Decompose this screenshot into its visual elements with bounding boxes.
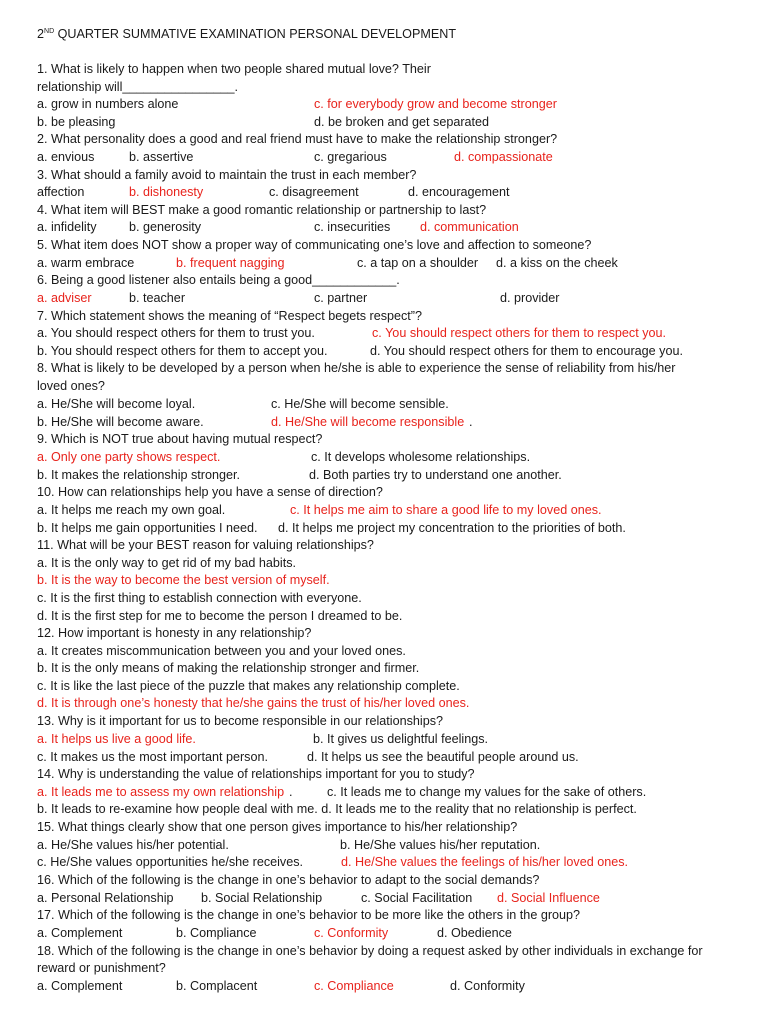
text-line — [37, 430, 737, 448]
line-text: 5. What item does NOT show a proper way of communicating one’s love and affection to someone? — [37, 238, 592, 252]
text-line — [37, 413, 737, 431]
text-line — [37, 924, 737, 942]
answer-key-text: d. It is through one’s honesty that he/she gains the trust of his/her loved ones. — [37, 696, 470, 710]
text-line — [37, 783, 737, 801]
line-text: c. It develops wholesome relationships. — [311, 450, 531, 464]
text-line — [37, 166, 737, 184]
text-line — [37, 377, 737, 395]
line-text: c. disagreement — [269, 185, 359, 199]
line-text: d. Obedience — [437, 926, 512, 940]
line-text: c. He/She will become sensible. — [271, 397, 449, 411]
line-text: 9. Which is NOT true about having mutual respect? — [37, 432, 323, 446]
text-line — [37, 853, 737, 871]
line-text: c. He/She values opportunities he/she receives. — [37, 855, 304, 869]
answer-key-text: c. Conformity — [314, 926, 389, 940]
text-line — [37, 113, 737, 131]
text-line — [37, 448, 737, 466]
line-text: 7. Which statement shows the meaning of “Respect begets respect”? — [37, 309, 423, 323]
line-text: b. He/She will become aware. — [37, 415, 204, 429]
line-text: 14. Why is understanding the value of relationships important for you to study? — [37, 767, 475, 781]
line-text: 17. Which of the following is the change in one’s behavior to be more like the others in the group? — [37, 908, 581, 922]
line-text: d. It helps me project my concentration to the priorities of both. — [278, 521, 626, 535]
answer-key-text: a. adviser — [37, 291, 92, 305]
line-text: b. It helps me gain opportunities I need. — [37, 521, 258, 535]
line-text: a. grow in numbers alone — [37, 97, 179, 111]
line-text: d. a kiss on the cheek — [496, 256, 618, 270]
text-line — [37, 483, 737, 501]
line-text: b. Compliance — [176, 926, 257, 940]
text-line — [37, 201, 737, 219]
line-text: 8. What is likely to be developed by a person when he/she is able to experience the sense of reliability from his/her — [37, 361, 676, 375]
title-superscript: ND — [44, 28, 55, 35]
line-text: c. It makes us the most important person. — [37, 750, 268, 764]
line-text: 12. How important is honesty in any relationship? — [37, 626, 312, 640]
text-line — [37, 536, 737, 554]
line-text: . — [469, 415, 473, 429]
text-line — [37, 871, 737, 889]
line-text: 16. Which of the following is the change in one’s behavior to adapt to the social demands? — [37, 873, 540, 887]
answer-key-text: a. It leads me to assess my own relationship — [37, 785, 285, 799]
line-text: 13. Why is it important for us to become responsible in our relationships? — [37, 714, 443, 728]
line-text: b. Complacent — [176, 979, 258, 993]
text-line — [37, 78, 737, 96]
answer-key-text: d. communication — [420, 220, 519, 234]
line-text: a. envious — [37, 150, 95, 164]
answer-key-text: d. Social Influence — [497, 891, 600, 905]
line-text: a. It creates miscommunication between you and your loved ones. — [37, 644, 406, 658]
text-line — [37, 977, 737, 995]
line-text: d. It is the first step for me to become the person I dreamed to be. — [37, 609, 403, 623]
text-line — [37, 836, 737, 854]
line-text: d. Conformity — [450, 979, 525, 993]
line-text: 6. Being a good listener also entails being a good____________. — [37, 273, 400, 287]
text-line — [37, 519, 737, 537]
line-text: 2. What personality does a good and real friend must have to make the relationship stronger? — [37, 132, 558, 146]
line-text: c. It leads me to change my values for the sake of others. — [327, 785, 647, 799]
answer-key-text: d. He/She values the feelings of his/her loved ones. — [341, 855, 629, 869]
text-line — [37, 95, 737, 113]
line-text: reward or punishment? — [37, 961, 166, 975]
text-line — [37, 765, 737, 783]
text-line — [37, 289, 737, 307]
title-text: QUARTER SUMMATIVE EXAMINATION PERSONAL DEVELOPMENT — [54, 27, 457, 41]
line-text: d. provider — [500, 291, 560, 305]
text-line — [37, 501, 737, 519]
line-text: a. infidelity — [37, 220, 97, 234]
line-text: d. encouragement — [408, 185, 510, 199]
title-number: 2 — [37, 27, 45, 41]
line-text: a. It is the only way to get rid of my bad habits. — [37, 556, 297, 570]
text-line — [37, 607, 737, 625]
line-text: a. warm embrace — [37, 256, 135, 270]
text-line — [37, 748, 737, 766]
text-line — [37, 571, 737, 589]
line-text: d. It helps us see the beautiful people around us. — [307, 750, 579, 764]
line-text: d. Both parties try to understand one another. — [309, 468, 562, 482]
text-line — [37, 942, 737, 960]
line-text: 4. What item will BEST make a good romantic relationship or partnership to last? — [37, 203, 487, 217]
text-line — [37, 624, 737, 642]
text-line — [37, 307, 737, 325]
text-line — [37, 889, 737, 907]
text-line — [37, 183, 737, 201]
line-text: a. Complement — [37, 926, 123, 940]
text-line — [37, 342, 737, 360]
text-line — [37, 677, 737, 695]
line-text: c. It is like the last piece of the puzzle that makes any relationship complete. — [37, 679, 460, 693]
line-text: c. Social Facilitation — [361, 891, 473, 905]
line-text: . — [289, 785, 293, 799]
document-title — [37, 25, 456, 43]
text-line — [37, 659, 737, 677]
line-text: a. He/She values his/her potential. — [37, 838, 229, 852]
text-line — [37, 466, 737, 484]
line-text: b. It makes the relationship stronger. — [37, 468, 241, 482]
line-text: 3. What should a family avoid to maintain the trust in each member? — [37, 168, 417, 182]
text-line — [37, 818, 737, 836]
answer-key-text: b. It is the way to become the best version of myself. — [37, 573, 330, 587]
line-text: b. It leads to re-examine how people deal with me. d. It leads me to the reality that no relationship is perfect. — [37, 802, 637, 816]
text-line — [37, 694, 737, 712]
line-text: b. It gives us delightful feelings. — [313, 732, 489, 746]
text-line — [37, 712, 737, 730]
text-line — [37, 959, 737, 977]
answer-key-text: d. He/She will become responsible — [271, 415, 465, 429]
answer-key-text: c. Compliance — [314, 979, 394, 993]
line-text: a. Personal Relationship — [37, 891, 174, 905]
answer-key-text: b. frequent nagging — [176, 256, 285, 270]
line-text: 10. How can relationships help you have a sense of direction? — [37, 485, 383, 499]
text-line — [37, 218, 737, 236]
line-text: 18. Which of the following is the change in one’s behavior by doing a request asked by other individuals in exchange for — [37, 944, 703, 958]
line-text: b. be pleasing — [37, 115, 116, 129]
text-line — [37, 324, 737, 342]
line-text: a. You should respect others for them to trust you. — [37, 326, 315, 340]
text-line — [37, 130, 737, 148]
line-text: b. Social Relationship — [201, 891, 323, 905]
text-line — [37, 589, 737, 607]
answer-key-text: b. dishonesty — [129, 185, 204, 199]
line-text: c. a tap on a shoulder — [357, 256, 479, 270]
line-text: d. be broken and get separated — [314, 115, 490, 129]
answer-key-text: c. You should respect others for them to respect you. — [372, 326, 667, 340]
answer-key-text: a. Only one party shows respect. — [37, 450, 221, 464]
text-line — [37, 60, 737, 78]
line-text: c. gregarious — [314, 150, 387, 164]
text-line — [37, 642, 737, 660]
text-line — [37, 554, 737, 572]
line-text: b. You should respect others for them to accept you. — [37, 344, 328, 358]
line-text: b. assertive — [129, 150, 194, 164]
line-text: relationship will________________. — [37, 80, 238, 94]
text-line — [37, 254, 737, 272]
line-text: 11. What will be your BEST reason for valuing relationships? — [37, 538, 374, 552]
line-text: 15. What things clearly show that one person gives importance to his/her relationship? — [37, 820, 518, 834]
line-text: c. insecurities — [314, 220, 391, 234]
text-line — [37, 271, 737, 289]
line-text: d. You should respect others for them to encourage you. — [370, 344, 683, 358]
line-text: b. It is the only means of making the relationship stronger and firmer. — [37, 661, 420, 675]
line-text: b. generosity — [129, 220, 202, 234]
line-text: a. Complement — [37, 979, 123, 993]
line-text: 1. What is likely to happen when two people shared mutual love? Their — [37, 62, 431, 76]
text-line — [37, 730, 737, 748]
text-line — [37, 148, 737, 166]
line-text: affection — [37, 185, 85, 199]
line-text: b. teacher — [129, 291, 186, 305]
text-line — [37, 906, 737, 924]
text-line — [37, 236, 737, 254]
answer-key-text: a. It helps us live a good life. — [37, 732, 196, 746]
answer-key-text: d. compassionate — [454, 150, 553, 164]
line-text: a. He/She will become loyal. — [37, 397, 196, 411]
text-line — [37, 800, 737, 818]
line-text: loved ones? — [37, 379, 105, 393]
line-text: c. partner — [314, 291, 368, 305]
answer-key-text: c. for everybody grow and become stronger — [314, 97, 557, 111]
line-text: c. It is the first thing to establish connection with everyone. — [37, 591, 362, 605]
text-line — [37, 395, 737, 413]
answer-key-text: c. It helps me aim to share a good life to my loved ones. — [290, 503, 602, 517]
text-line — [37, 359, 737, 377]
line-text: a. It helps me reach my own goal. — [37, 503, 226, 517]
line-text: b. He/She values his/her reputation. — [340, 838, 541, 852]
